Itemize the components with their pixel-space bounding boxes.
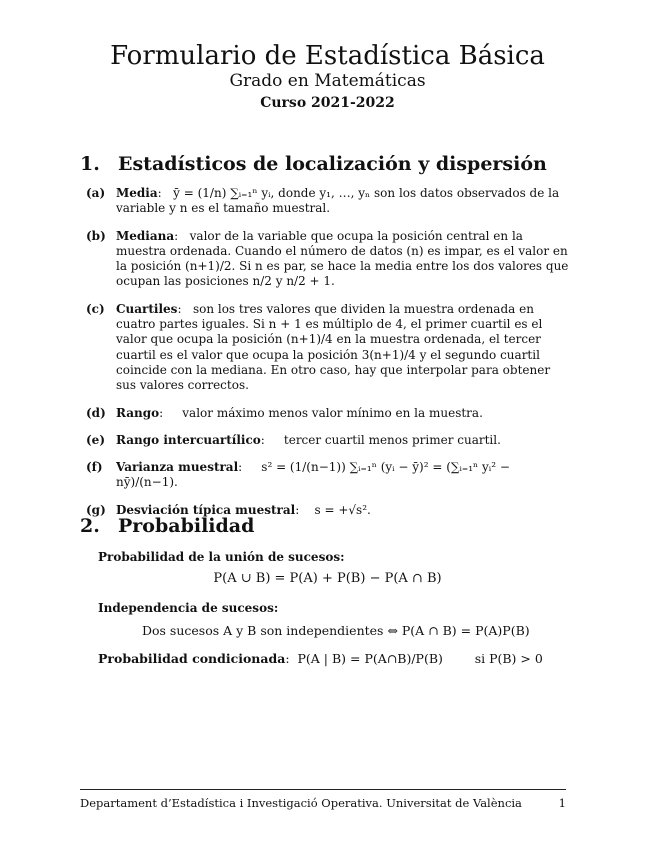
item-text: s² = (1/(n−1)) ∑ᵢ₌₁ⁿ (yᵢ − ȳ)² = (∑ᵢ₌₁ⁿ yᵢ² − nȳ)/(n−1). — [116, 460, 510, 490]
item-label: (a) — [86, 186, 106, 200]
union-title: Probabilidad de la unión de sucesos: — [98, 550, 345, 564]
conditional-line: Probabilidad condicionada: P(A | B) = P(A∩B)/P(B) si P(B) > 0 — [98, 651, 543, 666]
item-term: Varianza muestral — [116, 460, 239, 475]
item-label: (g) — [86, 502, 106, 517]
item-text: son los tres valores que dividen la muestra ordenada en cuatro partes iguales. Si n + 1 es múltiplo de 4, el primer cuartil es el valor que ocupa la posición (n+1)/4 en la muestra ordenada, el tercer cuartil es el valor que ocupa la posición 3(n+1)/4 y el segundo cuartil coincide con la mediana. En otro caso, hay que interpolar para obtener sus valores correctos. — [116, 301, 551, 393]
footer-divider — [80, 789, 566, 790]
statistics-list — [86, 186, 570, 528]
section-1-heading — [80, 152, 547, 176]
list-item: (b) Mediana: valor de la variable que ocupa la posición central en la muestra ordenada. Cuando el número de datos (n) es impar, es el valor en la posición (n+1)/2. Si n es par, se hace la media entre los dos valores que ocupan las posiciones n/2 y n/2 + 1. — [86, 228, 569, 289]
item-text: tercer cuartil menos primer cuartil. — [283, 432, 501, 447]
page-number: 1 — [558, 796, 566, 810]
item-term: Rango — [116, 405, 160, 420]
item-label: (c) — [86, 301, 105, 316]
list-item: (f) Varianza muestral: s² = (1/(n−1)) ∑ᵢ₌₁ⁿ (yᵢ − ȳ)² = (∑ᵢ₌₁ⁿ yᵢ² − nȳ)/(n−1). — [86, 460, 510, 490]
document-subtitle: Grado en Matemáticas — [229, 71, 426, 91]
item-term: Cuartiles — [116, 301, 178, 316]
item-text: s = +√s². — [314, 502, 371, 517]
section-2-title: Probabilidad — [118, 515, 255, 537]
course-label: Curso 2021-2022 — [260, 95, 395, 111]
item-label: (b) — [86, 228, 106, 243]
union-heading — [98, 549, 345, 565]
list-item: (e) Rango intercuartílico: tercer cuartil menos primer cuartil. — [86, 432, 501, 447]
item-text: valor máximo menos valor mínimo en la muestra. — [182, 405, 483, 420]
item-text: ȳ = (1/n) ∑ᵢ₌₁ⁿ yᵢ, donde y₁, …, yₙ son los datos observados de la variable y n es el tamaño muestral. — [116, 186, 560, 216]
list-item: (g) Desviación típica muestral: s = +√s². — [86, 502, 371, 517]
list-item: (a) Media: ȳ = (1/n) ∑ᵢ₌₁ⁿ yᵢ, donde y₁, …, yₙ son los datos observados de la variable y n es el tamaño muestral. — [86, 186, 560, 216]
item-text: valor de la variable que ocupa la posición central en la muestra ordenada. Cuando el número de datos (n) es impar, es el valor en la posición (n+1)/2. Si n es par, se hace la media entre los dos valores que ocupan las posiciones n/2 y n/2 + 1. — [116, 228, 569, 289]
item-term: Mediana — [116, 228, 175, 243]
item-label: (e) — [86, 432, 105, 447]
section-2-number: 2. — [80, 515, 100, 537]
footer-institution: Departament d’Estadística i Investigació Operativa. Universitat de València — [80, 796, 522, 810]
list-item: (d) Rango: valor máximo menos valor mínimo en la muestra. — [86, 405, 483, 420]
item-label: (f) — [86, 460, 103, 475]
conditional-condition: si P(B) > 0 — [474, 651, 543, 666]
conditional-formula: P(A | B) = P(A∩B)/P(B) — [297, 651, 443, 666]
independence-heading — [98, 600, 278, 616]
independence-title: Independencia de sucesos: — [98, 601, 279, 615]
item-label: (d) — [86, 405, 106, 420]
section-2-heading — [80, 514, 254, 538]
item-term: Desviación típica muestral — [116, 502, 296, 517]
list-item: (c) Cuartiles: son los tres valores que dividen la muestra ordenada en cuatro partes iguales. Si n + 1 es múltiplo de 4, el primer cuartil es el valor que ocupa la posición (n+1)/4 en la muestra ordenada, el tercer cuartil es el valor que ocupa la posición 3(n+1)/4 y el segundo cuartil coincide con la mediana. En otro caso, hay que interpolar para obtener sus valores correctos. — [86, 301, 551, 393]
union-formula: P(A ∪ B) = P(A) + P(B) − P(A ∩ B) — [213, 571, 442, 586]
document-title: Formulario de Estadística Básica — [110, 41, 545, 71]
item-term: Media — [116, 186, 158, 200]
independence-statement: Dos sucesos A y B son independientes ⇔ P(A ∩ B) = P(A)P(B) — [142, 623, 530, 638]
section-1-number: 1. — [80, 153, 100, 175]
section-1-title: Estadísticos de localización y dispersión — [118, 153, 547, 175]
conditional-title: Probabilidad condicionada — [98, 651, 286, 666]
item-term: Rango intercuartílico — [116, 432, 261, 447]
